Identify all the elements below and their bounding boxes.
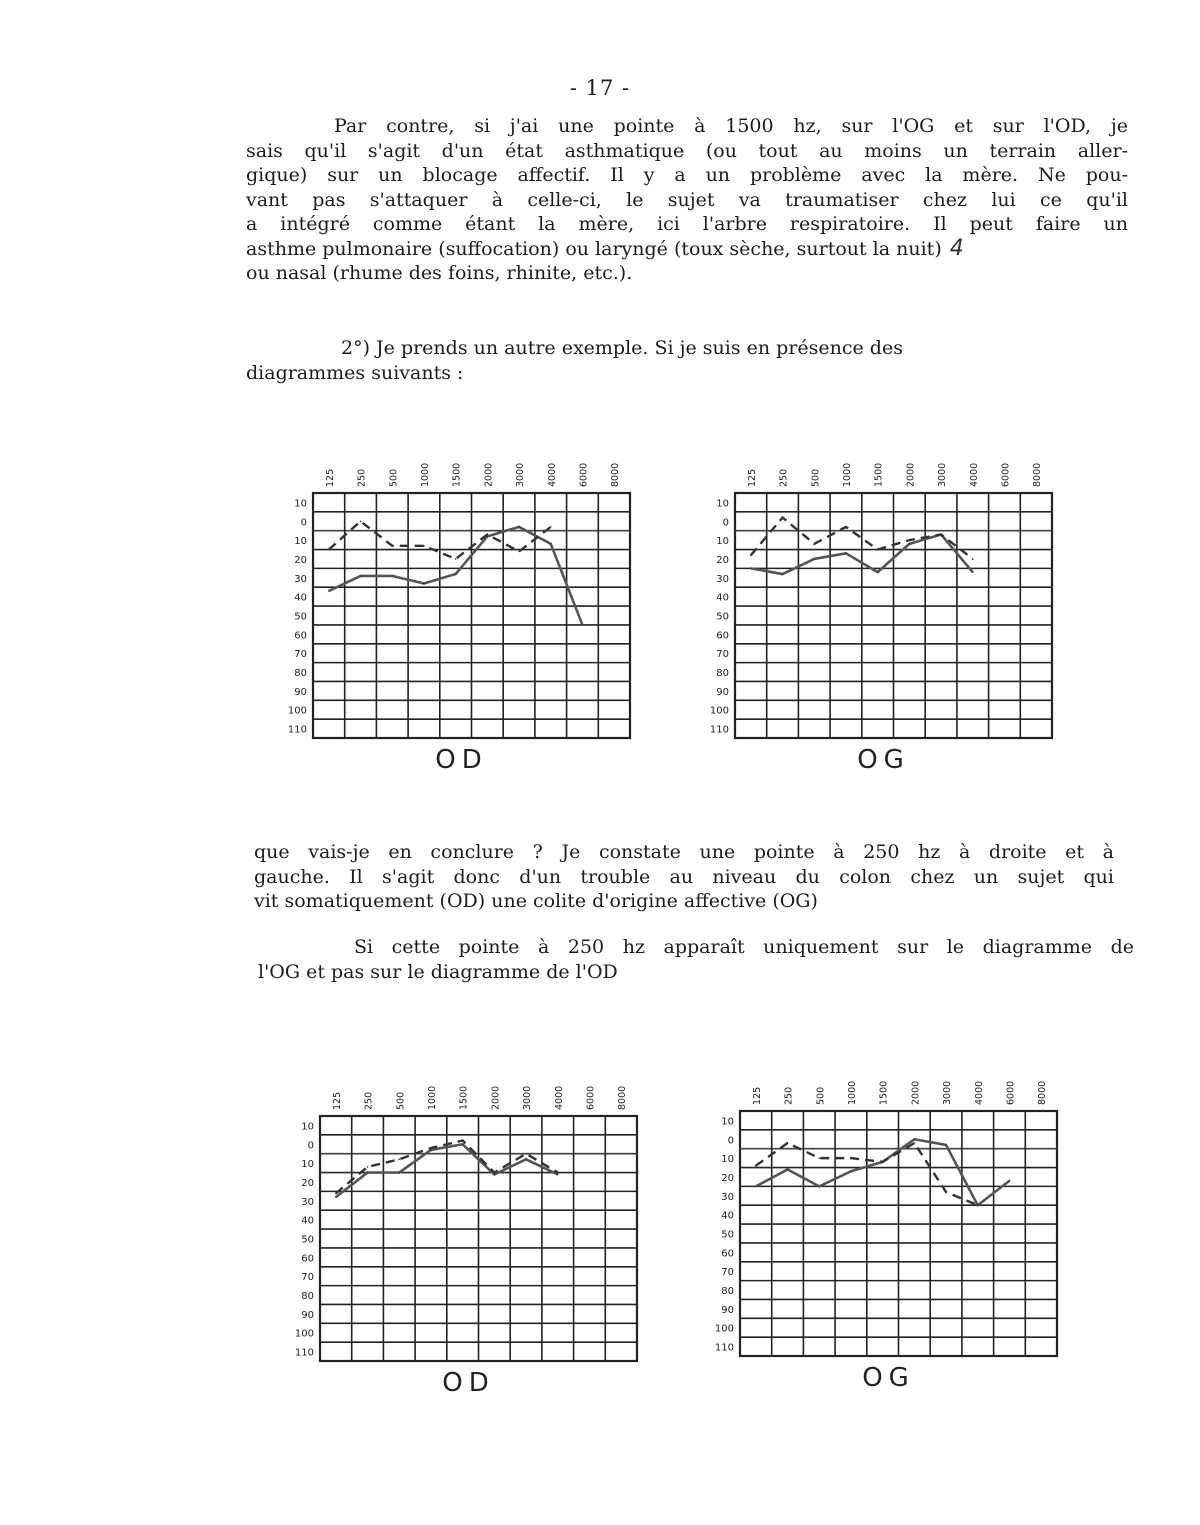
margin-annotation: 4 [949, 235, 964, 261]
x-tick-label: 1000 [846, 1080, 858, 1105]
x-tick-label: 8000 [610, 462, 622, 487]
y-tick-label: 10 [721, 1154, 734, 1166]
y-tick-label: 30 [716, 573, 729, 585]
data-point [328, 549, 330, 551]
data-point [335, 1192, 337, 1194]
y-tick-label: 60 [716, 630, 729, 642]
data-point [582, 624, 584, 626]
data-point [940, 534, 942, 536]
x-tick-label: 500 [810, 468, 822, 487]
data-point [550, 543, 552, 545]
y-tick-label: 60 [294, 630, 307, 642]
y-tick-label: 30 [294, 573, 307, 585]
audiogram-og-1 [707, 455, 1077, 775]
x-tick-label: 125 [751, 1086, 763, 1105]
data-point [328, 590, 330, 592]
y-tick-label: 90 [301, 1309, 314, 1321]
x-tick-label: 1000 [426, 1085, 438, 1110]
x-tick-label: 500 [815, 1086, 827, 1105]
chart-caption: OD [442, 1368, 495, 1398]
audiogram-chart [707, 455, 1077, 775]
y-tick-label: 110 [714, 1342, 734, 1354]
text-line: Si cette pointe à 250 hz apparaît uniquement sur le diagramme de [354, 936, 1134, 958]
y-tick-label: 30 [301, 1196, 314, 1208]
x-tick-label: 8000 [1032, 462, 1044, 487]
y-tick-label: 10 [301, 1121, 314, 1133]
y-tick-label: 100 [294, 1328, 314, 1340]
audiogram-od-2 [292, 1078, 662, 1398]
text-line: gique) sur un blocage affectif. Il y a un problème avec la mère. Ne pou- [246, 164, 1128, 186]
y-tick-label: 20 [716, 554, 729, 566]
text-line: que vais-je en conclure ? Je constate une pointe à 250 hz à droite et à [254, 841, 1114, 863]
data-point [525, 1159, 527, 1161]
data-point [977, 1204, 979, 1206]
data-point [518, 551, 520, 553]
y-tick-label: 80 [301, 1291, 314, 1303]
x-tick-label: 2000 [490, 1085, 502, 1110]
x-tick-label: 6000 [1005, 1080, 1017, 1105]
text-line-content: asthme pulmonaire (suffocation) ou laryngé (toux sèche, surtout la nuit) [246, 237, 942, 260]
x-tick-label: 6000 [585, 1085, 597, 1110]
y-tick-label: 70 [294, 649, 307, 661]
text-line: ou nasal (rhume des foins, rhinite, etc.). [246, 262, 633, 284]
y-tick-label: 100 [709, 705, 729, 717]
y-tick-label: 10 [716, 536, 729, 548]
data-point [818, 1157, 820, 1159]
data-point [755, 1165, 757, 1167]
y-tick-label: 100 [714, 1323, 734, 1335]
data-point [813, 543, 815, 545]
x-tick-label: 1500 [458, 1085, 470, 1110]
data-point [945, 1191, 947, 1193]
x-tick-label: 2000 [483, 462, 495, 487]
data-point [494, 1172, 496, 1174]
data-point [462, 1140, 464, 1142]
y-tick-label: 70 [301, 1272, 314, 1284]
data-point [845, 553, 847, 555]
data-point [557, 1172, 559, 1174]
y-tick-label: 20 [721, 1172, 734, 1184]
y-tick-label: 10 [721, 1116, 734, 1128]
data-point [494, 1174, 496, 1176]
paragraph-4 [258, 935, 1134, 984]
x-tick-label: 250 [356, 468, 368, 487]
data-point [914, 1142, 916, 1144]
x-tick-label: 4000 [973, 1080, 985, 1105]
data-point [360, 575, 362, 577]
audiogram-og-2 [712, 1073, 1082, 1393]
paragraph-3 [254, 840, 1114, 914]
paragraph-1 [246, 114, 1128, 286]
data-point [462, 1143, 464, 1145]
x-tick-label: 3000 [522, 1085, 534, 1110]
x-tick-label: 1500 [451, 462, 463, 487]
x-tick-label: 1000 [419, 462, 431, 487]
data-point [914, 1138, 916, 1140]
x-tick-label: 3000 [515, 462, 527, 487]
page-number: - 17 - [569, 76, 631, 100]
y-tick-label: 70 [716, 649, 729, 661]
text-line: Par contre, si j'ai une pointe à 1500 hz, sur l'OG et sur l'OD, je [334, 115, 1128, 137]
y-tick-label: 50 [721, 1229, 734, 1241]
data-point [909, 543, 911, 545]
data-point [487, 534, 489, 536]
data-point [909, 539, 911, 541]
x-tick-label: 125 [746, 468, 758, 487]
y-tick-label: 20 [294, 554, 307, 566]
y-tick-label: 20 [301, 1177, 314, 1189]
data-point [1009, 1180, 1011, 1182]
y-tick-label: 40 [716, 592, 729, 604]
x-tick-label: 3000 [937, 462, 949, 487]
x-tick-label: 8000 [617, 1085, 629, 1110]
data-point [550, 526, 552, 528]
data-point [398, 1159, 400, 1161]
x-tick-label: 3000 [942, 1080, 954, 1105]
x-tick-label: 2000 [905, 462, 917, 487]
x-tick-label: 4000 [968, 462, 980, 487]
y-tick-label: 40 [294, 592, 307, 604]
y-tick-label: 50 [294, 611, 307, 623]
data-point [972, 558, 974, 560]
data-point [391, 575, 393, 577]
x-tick-label: 4000 [553, 1085, 565, 1110]
y-tick-label: 70 [721, 1267, 734, 1279]
y-tick-label: 10 [301, 1159, 314, 1171]
data-point [787, 1142, 789, 1144]
audiogram-chart [292, 1078, 662, 1398]
x-tick-label: 6000 [578, 462, 590, 487]
y-tick-label: 30 [721, 1191, 734, 1203]
data-point [787, 1169, 789, 1171]
paragraph-2 [246, 336, 1128, 385]
text-line: gauche. Il s'agit donc d'un trouble au niveau du colon chez un sujet qui [254, 865, 1114, 888]
y-tick-label: 0 [727, 1135, 734, 1147]
data-point [367, 1172, 369, 1174]
data-point [782, 517, 784, 519]
text-line: 2°) Je prends un autre exemple. Si je suis en présence des [341, 337, 903, 359]
y-tick-label: 50 [716, 611, 729, 623]
data-point [813, 558, 815, 560]
x-tick-label: 4000 [546, 462, 558, 487]
x-tick-label: 1000 [841, 462, 853, 487]
x-tick-label: 2000 [910, 1080, 922, 1105]
y-tick-label: 110 [709, 724, 729, 736]
chart-caption: OD [435, 745, 488, 775]
x-tick-label: 500 [388, 468, 400, 487]
data-point [750, 554, 752, 556]
y-tick-label: 0 [300, 517, 307, 529]
x-tick-label: 250 [778, 468, 790, 487]
x-tick-label: 8000 [1037, 1080, 1049, 1105]
text-line: vant pas s'attaquer à celle-ci, le sujet va traumatiser chez lui ce qu'il [246, 188, 1128, 211]
text-line: diagrammes suivants : [246, 361, 464, 384]
data-point [423, 545, 425, 547]
data-point [755, 1186, 757, 1188]
data-point [782, 573, 784, 575]
y-tick-label: 80 [721, 1286, 734, 1298]
data-point [398, 1172, 400, 1174]
x-tick-label: 1500 [873, 462, 885, 487]
text-line: sais qu'il s'agit d'un état asthmatique (ou tout au moins un terrain aller- [246, 139, 1128, 162]
x-tick-label: 6000 [1000, 462, 1012, 487]
audiogram-chart [712, 1073, 1082, 1393]
y-tick-label: 0 [307, 1140, 314, 1152]
y-tick-label: 80 [716, 668, 729, 680]
data-point [818, 1186, 820, 1188]
y-tick-label: 40 [301, 1215, 314, 1227]
data-point [750, 568, 752, 570]
y-tick-label: 10 [294, 498, 307, 510]
y-tick-label: 100 [287, 705, 307, 717]
text-line: a intégré comme étant la mère, ici l'arbre respiratoire. Il peut faire un [246, 213, 1128, 235]
text-line: l'OG et pas sur le diagramme de l'OD [258, 960, 618, 983]
x-tick-label: 500 [395, 1091, 407, 1110]
data-point [391, 545, 393, 547]
y-tick-label: 10 [294, 536, 307, 548]
data-point [525, 1153, 527, 1155]
y-tick-label: 0 [722, 517, 729, 529]
y-tick-label: 90 [721, 1304, 734, 1316]
y-tick-label: 110 [287, 724, 307, 736]
data-point [850, 1171, 852, 1173]
data-point [455, 558, 457, 560]
y-tick-label: 60 [721, 1248, 734, 1260]
data-point [455, 573, 457, 575]
text-line [246, 237, 1128, 262]
data-point [850, 1157, 852, 1159]
y-tick-label: 60 [301, 1253, 314, 1265]
audiogram-od-1 [285, 455, 655, 775]
audiogram-chart [285, 455, 655, 775]
x-tick-label: 250 [363, 1091, 375, 1110]
data-point [945, 1144, 947, 1146]
x-tick-label: 250 [783, 1086, 795, 1105]
x-tick-label: 1500 [878, 1080, 890, 1105]
y-tick-label: 40 [721, 1210, 734, 1222]
x-tick-label: 125 [324, 468, 336, 487]
x-tick-label: 125 [331, 1091, 343, 1110]
y-tick-label: 50 [301, 1234, 314, 1246]
series-line-solid [329, 527, 583, 625]
data-point [877, 549, 879, 551]
text-line: vit somatiquement (OD) une colite d'origine affective (OG) [254, 890, 818, 912]
y-tick-label: 110 [294, 1347, 314, 1359]
data-point [423, 583, 425, 585]
data-point [972, 571, 974, 573]
chart-caption: OG [857, 745, 910, 775]
data-point [335, 1196, 337, 1198]
data-point [367, 1166, 369, 1168]
y-tick-label: 10 [716, 498, 729, 510]
y-tick-label: 90 [716, 686, 729, 698]
data-point [360, 520, 362, 522]
data-point [845, 526, 847, 528]
chart-caption: OG [862, 1363, 915, 1393]
data-point [877, 571, 879, 573]
data-point [518, 526, 520, 528]
y-tick-label: 80 [294, 668, 307, 680]
data-point [882, 1161, 884, 1163]
data-point [557, 1174, 559, 1176]
y-tick-label: 90 [294, 686, 307, 698]
data-point [430, 1147, 432, 1149]
